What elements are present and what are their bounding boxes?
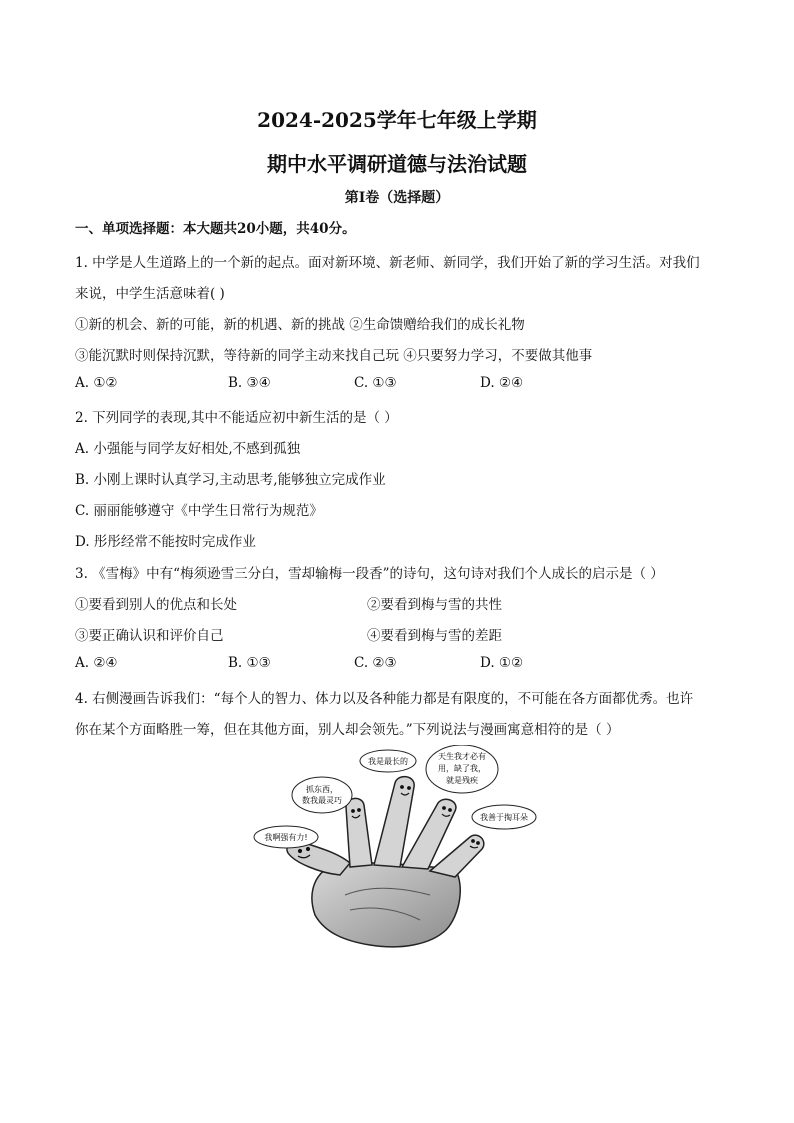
q3-option-d: D. ①② xyxy=(480,655,524,671)
q3-item-1: ①要看到别人的优点和长处 xyxy=(75,597,237,613)
hand-comic-illustration xyxy=(250,745,540,950)
q2-option-a: A. 小强能与同学友好相处,不感到孤独 xyxy=(75,441,301,457)
q1-stem-line1: 1. 中学是人生道路上的一个新的起点。面对新环境、新老师、新同学，我们开始了新的学习生活。对我们 xyxy=(75,255,700,271)
q3-option-c: C. ②③ xyxy=(354,655,397,671)
q2-option-d: D. 彤彤经常不能按时完成作业 xyxy=(75,534,256,550)
q3-item-2: ②要看到梅与雪的共性 xyxy=(367,597,502,613)
q3-stem: 3. 《雪梅》中有“梅须逊雪三分白，雪却输梅一段香”的诗句，这句诗对我们个人成长的启示是（ ） xyxy=(75,566,664,582)
bubble-text-little: 我善于掏耳朵 xyxy=(480,813,528,822)
bubble-text-ring-2: 用，缺了我， xyxy=(438,764,486,773)
speech-bubble-middle xyxy=(360,750,416,772)
speech-bubble-little xyxy=(472,805,536,829)
bubble-text-index-2: 数我最灵巧 xyxy=(302,796,342,805)
exam-title-subject: 期中水平调研道德与法治试题 xyxy=(267,152,527,176)
bubble-text-middle: 我是最长的 xyxy=(368,757,408,766)
q1-stem-line2: 来说，中学生活意味着( ) xyxy=(75,286,225,302)
exam-title-year: 2024-2025学年七年级上学期 xyxy=(257,108,537,132)
q4-stem-line1: 4. 右侧漫画告诉我们：“每个人的智力、体力以及各种能力都是有限度的，不可能在各方面都优秀。也许 xyxy=(75,691,694,707)
q1-option-a: A. ①② xyxy=(75,375,118,391)
q3-option-a: A. ②④ xyxy=(75,655,118,671)
speech-bubble-index xyxy=(292,777,352,813)
q1-option-b: B. ③④ xyxy=(228,375,271,391)
bubble-text-thumb: 我啊强有力! xyxy=(264,833,308,842)
speech-bubble-ring xyxy=(426,745,498,793)
q2-option-b: B. 小刚上课时认真学习,主动思考,能够独立完成作业 xyxy=(75,472,386,488)
q1-option-d: D. ②④ xyxy=(480,375,524,391)
volume-heading: 第I卷（选择题） xyxy=(344,190,450,206)
section-heading: 一、单项选择题：本大题共20小题，共40分。 xyxy=(75,221,356,237)
q3-item-3: ③要正确认识和评价自己 xyxy=(75,628,224,644)
speech-bubble-thumb xyxy=(254,826,318,848)
q4-stem-line2: 你在某个方面略胜一筹，但在其他方面，别人却会领先。”下列说法与漫画寓意相符的是（ ） xyxy=(75,722,620,738)
bubble-text-ring-3: 就是残疾 xyxy=(446,776,478,785)
q1-items-line1: ①新的机会、新的可能，新的机遇、新的挑战 ②生命馈赠给我们的成长礼物 xyxy=(75,317,525,333)
q2-stem: 2. 下列同学的表现,其中不能适应初中新生活的是（ ） xyxy=(75,410,398,426)
q3-item-4: ④要看到梅与雪的差距 xyxy=(367,628,502,644)
hand-palm xyxy=(312,863,460,947)
bubble-text-ring-1: 天生我才必有 xyxy=(438,752,486,761)
q2-option-c: C. 丽丽能够遵守《中学生日常行为规范》 xyxy=(75,503,323,519)
q1-items-line2: ③能沉默时则保持沉默，等待新的同学主动来找自己玩 ④只要努力学习，不要做其他事 xyxy=(75,348,593,364)
q3-option-b: B. ①③ xyxy=(228,655,271,671)
q1-option-c: C. ①③ xyxy=(354,375,397,391)
hand-middle-finger xyxy=(374,777,414,867)
bubble-text-index-1: 抓东西， xyxy=(306,785,338,794)
